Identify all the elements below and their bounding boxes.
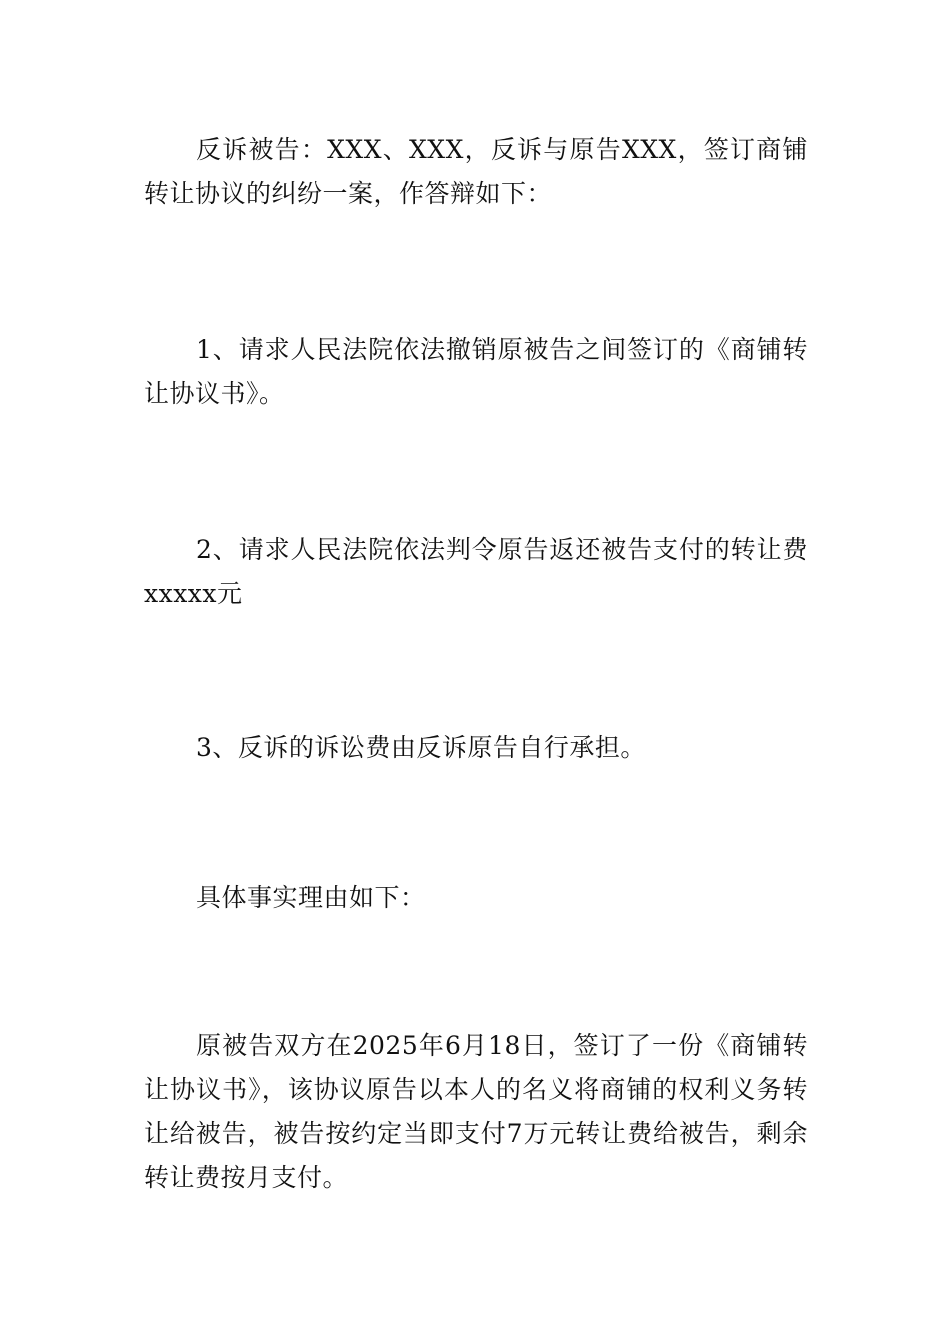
paragraph-facts-body: 原被告双方在2025年6月18日，签订了一份《商铺转让协议书》，该协议原告以本人的名义将商铺的权利义务转让给被告，被告按约定当即支付7万元转让费给被告，剩余转让费按月支付。 <box>144 1031 808 1192</box>
paragraph-counterclaim-intro: 反诉被告：XXX、XXX，反诉与原告XXX，签订商铺转让协议的纠纷一案，作答辩如下： <box>144 135 808 208</box>
paragraph-claim-1: 1、请求人民法院依法撤销原被告之间签订的《商铺转让协议书》。 <box>144 335 808 408</box>
paragraph-facts-heading: 具体事实理由如下： <box>196 883 426 912</box>
paragraph-claim-3: 3、反诉的诉讼费由反诉原告自行承担。 <box>196 733 646 762</box>
paragraph-claim-2: 2、请求人民法院依法判令原告返还被告支付的转让费xxxxx元 <box>144 535 808 608</box>
